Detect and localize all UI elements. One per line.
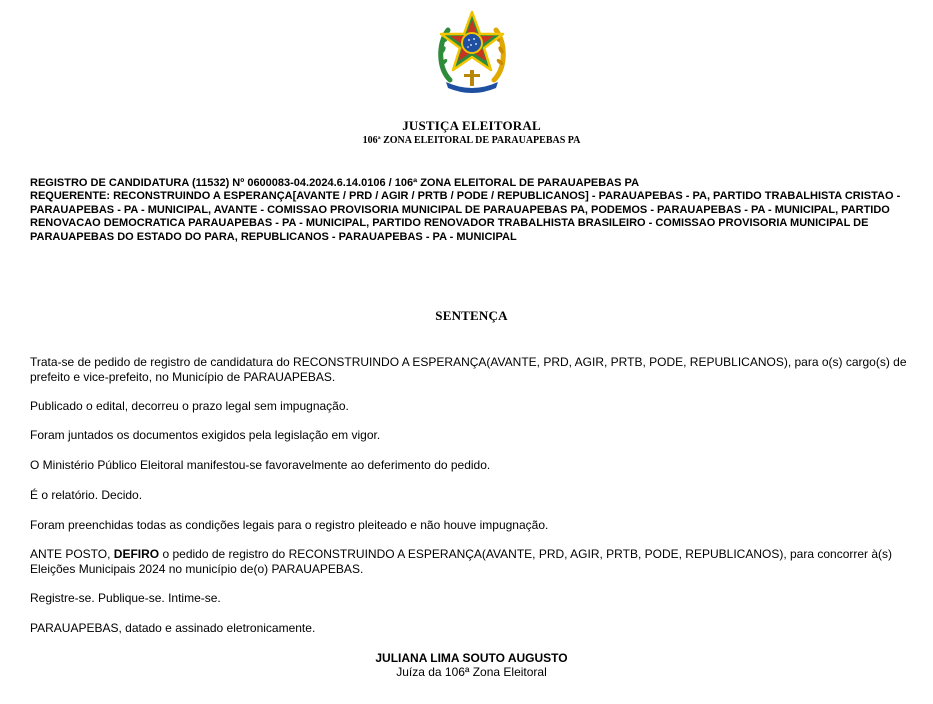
judge-role: Juíza da 106ª Zona Eleitoral [396,665,547,679]
electoral-zone-name: 106ª ZONA ELEITORAL DE PARAUAPEBAS PA [362,135,581,146]
applicant-parties: REQUERENTE: RECONSTRUINDO A ESPERANÇA[AVANTE / PRD / AGIR / PRTB / PODE / REPUBLICANOS] - PARAUAPEBAS - PA, PARTIDO TRABALHISTA CRISTAO - PARAUAPEBAS - PA - MUNICIPAL, AVANTE - COMISSAO PROVISORIA MUNICIPAL DE PARAUAPEBAS PA, PODEMOS - PARAUAPEBAS - PA - MUNICIPAL, PARTIDO RENOVACAO DEMOCRATICA PARAUAPEBAS - PA - MUNICIPAL, PARTIDO RENOVADOR TRABALHISTA BRASILEIRO - COMISSAO PROVISORIA MUNICIPAL DE PARAUAPEBAS DO ESTADO DO PARA, REPUBLICANOS - PARAUAPEBAS - PA - MUNICIPAL [30,190,901,243]
brazil-coat-of-arms-icon [436,10,508,94]
paragraph-edital: Publicado o edital, decorreu o prazo legal sem impugnação. [30,399,349,413]
paragraph-conditions: Foram preenchidas todas as condições legais para o registro pleiteado e não houve impugnação. [30,518,549,532]
decision-keyword: DEFIRO [113,547,160,561]
paragraph-place-date: PARAUAPEBAS, datado e assinado eletronicamente. [30,621,316,635]
decision-text: o pedido de registro do RECONSTRUINDO A ESPERANÇA(AVANTE, PRD, AGIR, PRTB, PODE, REPUBLICANOS), para concorrer à(s) Eleições Municipais 2024 no município de(o) PARAUAPEBAS. [30,547,893,576]
court-name: JUSTIÇA ELEITORAL [402,118,541,133]
registration-number: REGISTRO DE CANDIDATURA (11532) Nº 0600083-04.2024.6.14.0106 / 106ª ZONA ELEITORAL DE PARAUAPEBAS PA [30,177,640,189]
sentence-heading: SENTENÇA [435,308,508,323]
paragraph-documents: Foram juntados os documentos exigidos pela legislação em vigor. [30,428,381,442]
judge-name: JULIANA LIMA SOUTO AUGUSTO [375,651,568,665]
paragraph-public-ministry: O Ministério Público Eleitoral manifestou-se favoravelmente ao deferimento do pedido. [30,458,491,472]
paragraph-decision [30,547,920,576]
paragraph-request: Trata-se de pedido de registro de candidatura do RECONSTRUINDO A ESPERANÇA(AVANTE, PRD, AGIR, PRTB, PODE, REPUBLICANOS), para o(s) cargo(s) de prefeito e vice-prefeito, no Município de PARAUAPEBAS. [30,355,907,384]
process-header [30,177,910,244]
paragraph-report: É o relatório. Decido. [30,488,143,502]
paragraph-register-publish: Registre-se. Publique-se. Intime-se. [30,591,221,605]
decision-prefix: ANTE POSTO, [30,547,114,561]
